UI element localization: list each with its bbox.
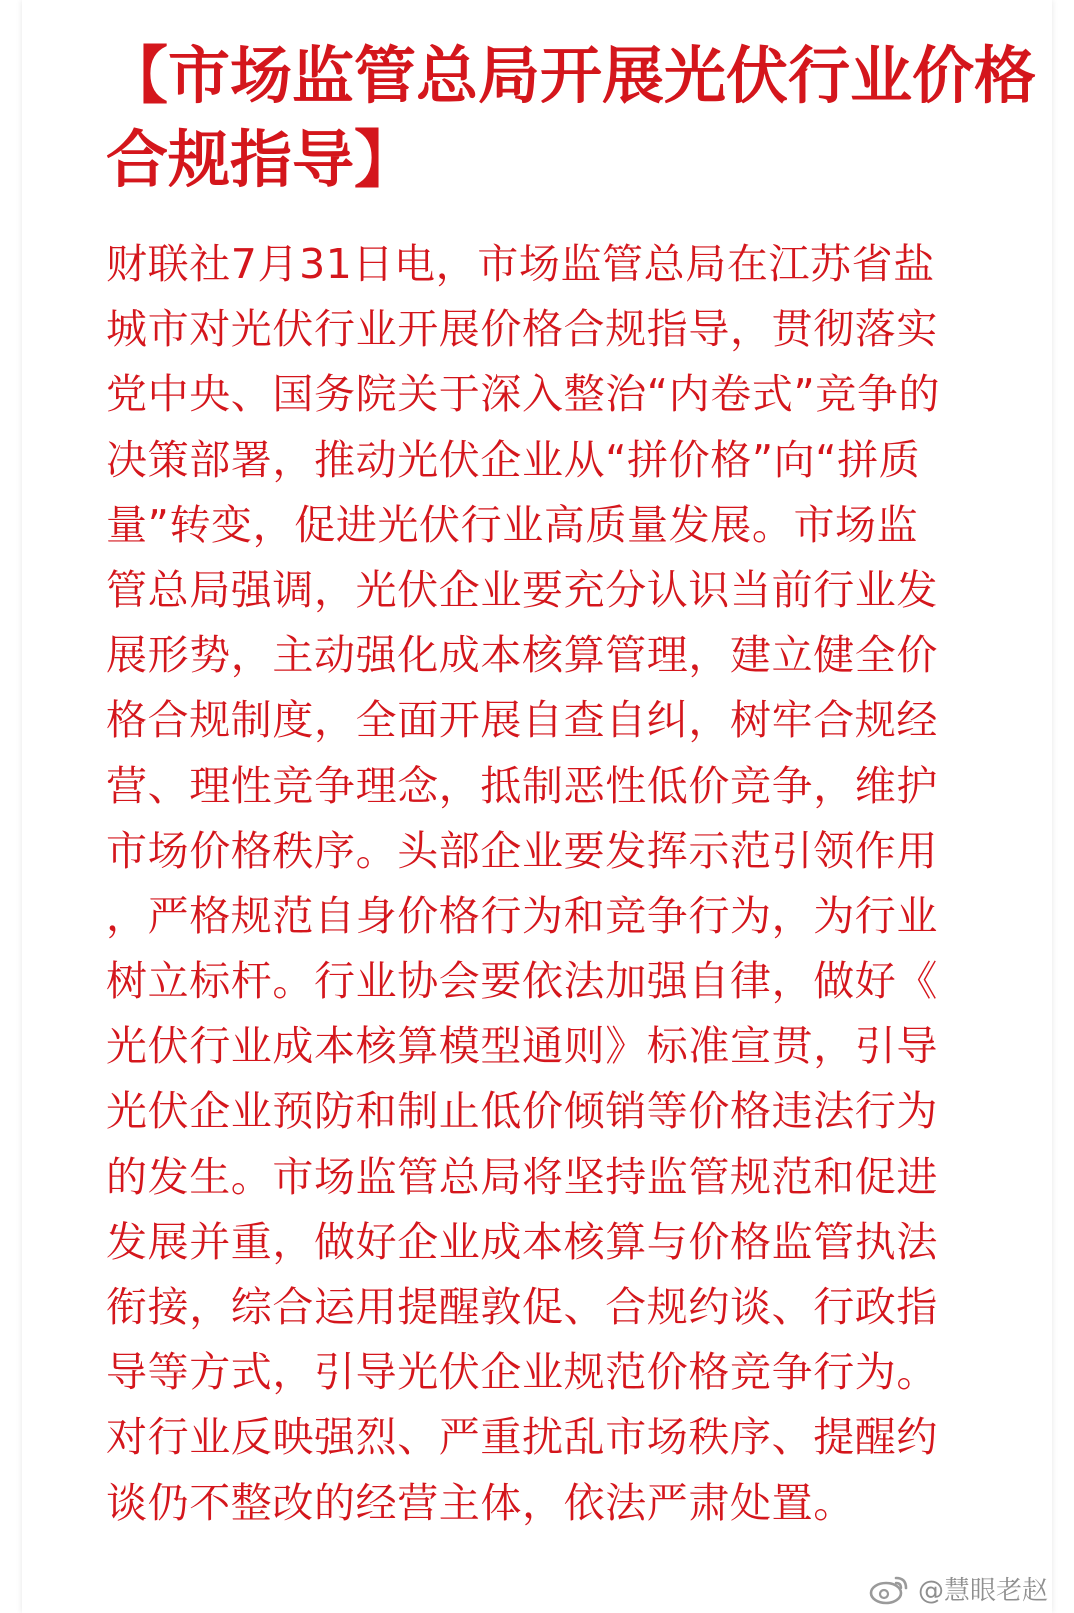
article-title — [106, 34, 1037, 202]
body-line-5: 量”转变，促进光伏行业高质量发展。市场监 — [106, 500, 919, 549]
body-line-13: 光伏行业成本核算模型通则》标准宣贯，引导 — [106, 1022, 938, 1071]
body-line-10: 市场价格秩序。头部企业要发挥示范引领作用 — [106, 826, 938, 875]
watermark-text: @慧眼老赵 — [917, 1576, 1048, 1606]
title-line-1: 【市场监管总局开展光伏行业价格 — [106, 39, 1037, 112]
weibo-icon — [868, 1572, 912, 1606]
body-line-14: 光伏企业预防和制止低价倾销等价格违法行为 — [106, 1087, 938, 1136]
article-body — [106, 232, 972, 1536]
body-line-1: 财联社7月31日电，市场监管总局在江苏省盐 — [106, 240, 935, 288]
body-line-18: 导等方式，引导光伏企业规范价格竞争行为。 — [106, 1348, 938, 1397]
body-line-9: 营、理性竞争理念，抵制恶性低价竞争，维护 — [106, 761, 938, 810]
body-line-17: 衔接，综合运用提醒敦促、合规约谈、行政指 — [106, 1283, 938, 1331]
body-line-20: 谈仍不整改的经营主体，依法严肃处置。 — [106, 1478, 855, 1527]
body-line-8: 格合规制度，全面开展自查自纠，树牢合规经 — [106, 696, 938, 745]
body-line-12: 树立标杆。行业协会要依法加强自律，做好《 — [106, 957, 938, 1006]
body-line-19: 对行业反映强烈、严重扰乱市场秩序、提醒约 — [106, 1413, 938, 1462]
article-page — [22, 0, 1052, 1613]
body-line-11: ，严格规范自身价格行为和竞争行为，为行业 — [106, 891, 938, 940]
body-line-7: 展形势，主动强化成本核算管理，建立健全价 — [106, 631, 938, 680]
body-line-15: 的发生。市场监管总局将坚持监管规范和促进 — [106, 1152, 938, 1201]
body-line-6: 管总局强调，光伏企业要充分认识当前行业发 — [106, 565, 938, 614]
body-line-16: 发展并重，做好企业成本核算与价格监管执法 — [106, 1217, 938, 1266]
body-line-2: 城市对光伏行业开展价格合规指导，贯彻落实 — [106, 305, 938, 354]
body-line-4: 决策部署，推动光伏企业从“拼价格”向“拼质 — [106, 435, 921, 484]
weibo-watermark — [868, 1570, 1048, 1607]
body-line-3: 党中央、国务院关于深入整治“内卷式”竞争的 — [106, 370, 941, 419]
title-line-2: 合规指导】 — [106, 123, 417, 196]
